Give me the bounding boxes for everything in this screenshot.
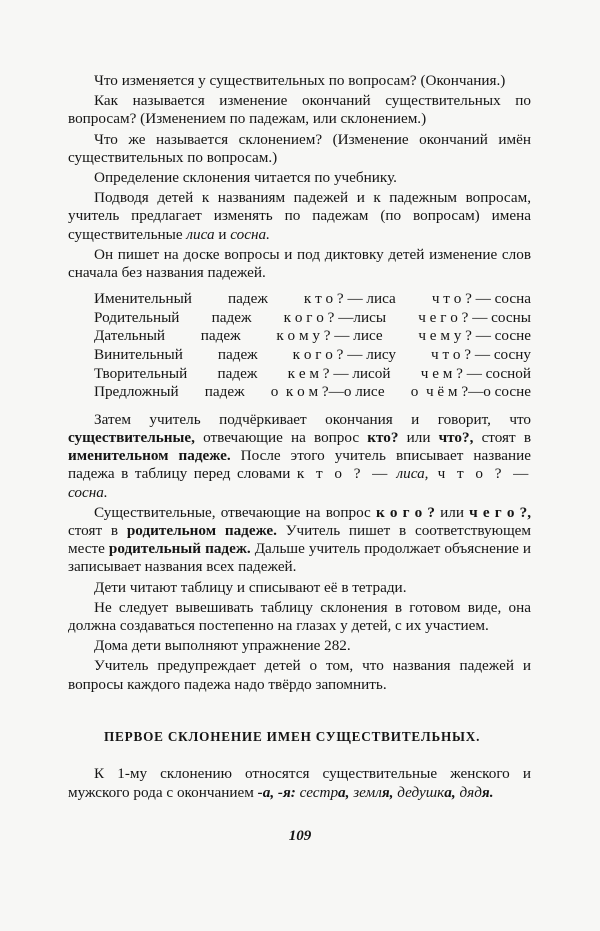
animate-form [304,290,396,309]
animate-word: — лисой [329,364,391,382]
lead-and: и [214,225,231,243]
question-text: Как называется изменение окончаний существительных по вопросам? [68,92,531,128]
inanimate-form [432,290,531,309]
question-declension [68,131,531,167]
animate-form [284,309,386,328]
question-text: Что же называется склонением? [94,130,323,148]
gen-bold-chego: ч е г о ?, [469,503,531,521]
definition-paragraph: Определение склонения читается по учебнику. [94,169,397,187]
case-name: Именительный [94,290,192,308]
decl-text: К 1-му склонению относятся существительные женского и мужского рода с окончанием [68,765,531,801]
case-label: падеж [211,308,252,326]
inanimate-word: — сосне [471,327,531,345]
animate-word: —лисы [334,308,387,326]
case-label: падеж [227,290,268,308]
decl-example-stem: земл [349,783,382,801]
animate-form [288,365,391,384]
gen-text: Существительные, отвечающие на вопрос [94,503,376,521]
page-number: 109 [288,828,312,844]
case-label: падеж [217,364,258,382]
main-text [68,72,531,694]
animate-form [271,383,385,402]
genitive-paragraph [68,504,531,577]
inanimate-question: ч е м ? [420,364,463,382]
word-sosna: сосна. [230,225,270,243]
animate-question: к о г о ? [283,308,335,326]
case-label: падеж [204,383,245,401]
animate-question: о к о м ? [270,383,329,401]
nom-text: отвечающие на вопрос [194,429,368,446]
inanimate-word: — сосна [471,290,531,308]
nom-text: или [398,429,439,446]
animate-question: к о м у ? [276,327,331,345]
question-changes [68,72,531,90]
inanimate-word: — сосной [462,364,531,382]
gen-text: Дальше учитель продолжает объяснение и записывает названия всех падежей. [68,540,531,576]
case-table [68,290,531,402]
animate-word: — лису [343,346,397,364]
nominative-paragraph [68,411,531,502]
inanimate-question: о ч ё м ? [410,383,469,401]
animate-form [293,346,396,365]
nom-bold-nouns: существительные, [68,429,195,446]
animate-question: к т о ? [303,290,344,308]
nom-italic-sosna: сосна. [68,483,108,501]
decl-endings: -а, -я: [257,783,296,801]
nom-text: Затем учитель подчёркивает окончания и говорит, что [94,410,531,428]
nom-spaced-chto: ч т о ? — [428,465,531,483]
nom-text: После этого учитель вписывает название падежа в таблицу перед словами [68,447,532,483]
lead-text: Подводя детей к названиям падежей и к падежным вопросам, учитель предлагает изменять по падежам (по вопросам) имена существительные [68,189,531,243]
animate-question: к о г о ? [292,346,344,364]
case-name: Предложный [94,383,179,401]
animate-word: —о лисе [328,383,385,401]
case-label: падеж [200,327,241,345]
gen-bold-case: родительном падеже. [126,522,277,540]
nom-bold-kto: кто? [367,429,399,446]
inanimate-form [418,327,531,346]
case-row [68,327,531,346]
inanimate-word: — сосну [471,346,531,364]
nom-text: стоят в [473,429,531,446]
case-row [68,309,531,328]
declension-paragraph [68,765,531,802]
gen-bold-case-name: родительный падеж. [108,540,251,558]
nom-bold-case: именительном падеже. [68,447,231,465]
decl-example-stem: дедушк [393,783,445,801]
nom-bold-chto: что?, [438,429,474,446]
case-name: Винительный [94,346,183,364]
decl-example-stem: сестр [295,783,339,801]
case-name: Родительный [94,308,180,326]
animate-word: — лиса [343,290,396,308]
decl-example-stem: дяд [455,783,482,801]
homework-paragraph: Дома дети выполняют упражнение 282. [94,637,351,655]
decl-example-ending: а, [338,783,350,801]
case-name: Творительный [94,364,188,382]
board-paragraph: Он пишет на доске вопросы и под диктовку детей изменение слов сначала без названия падежей. [68,245,531,282]
nom-spaced-kto: к т о ? — [296,465,390,483]
case-row [68,346,531,365]
decl-example-ending: я. [481,783,494,801]
question-name [68,92,531,128]
inanimate-word: — сосны [468,308,531,326]
animate-form [276,327,382,346]
gen-text: стоят в [68,522,127,540]
case-row [68,383,531,402]
read-paragraph: Дети читают таблицу и списывают её в тетради. [94,578,407,596]
gen-text: или [435,503,470,521]
case-row [68,365,531,384]
inanimate-question: ч е г о ? [418,308,469,326]
gen-text: Учитель пишет в соответствующем месте [68,522,531,558]
inanimate-form [421,365,531,384]
answer-text: (Окончания.) [416,72,506,89]
question-text: Что изменяется у существительных по вопросам? [94,72,417,89]
inanimate-question: ч т о ? [431,290,472,308]
case-name: Дательный [94,327,166,345]
inanimate-form [418,309,531,328]
answer-text: (Изменением по падежам, или склонением.) [136,110,427,128]
lead-paragraph [68,189,531,244]
section-heading: ПЕРВОЕ СКЛОНЕНИЕ ИМЕН СУЩЕСТВИТЕЛЬНЫХ. [104,729,481,744]
warning-paragraph: Учитель предупреждает детей о том, что названия падежей и вопросы каждого падежа надо твёрдо запомнить. [68,657,531,693]
decl-example-ending: а, [444,783,456,801]
inanimate-form [431,346,531,365]
decl-example-ending: я, [381,783,394,801]
inanimate-question: ч т о ? [431,346,472,364]
word-lisa: лиса [186,225,215,243]
nom-italic-lisa: лиса, [389,465,429,483]
inanimate-word: —о сосне [468,383,531,401]
animate-question: к е м ? [287,364,330,382]
animate-word: — лисе [330,327,383,345]
inanimate-form [411,383,531,402]
inanimate-question: ч е м у ? [418,327,472,345]
answer-text: (Изменение окончаний имён существительных по вопросам.) [68,130,531,166]
case-label: падеж [217,346,258,364]
case-row [68,290,531,309]
gen-bold-kogo: к о г о ? [375,503,436,521]
hang-paragraph: Не следует вывешивать таблицу склонения в готовом виде, она должна создаваться постепенно на глазах у детей, с их участием. [68,598,531,635]
